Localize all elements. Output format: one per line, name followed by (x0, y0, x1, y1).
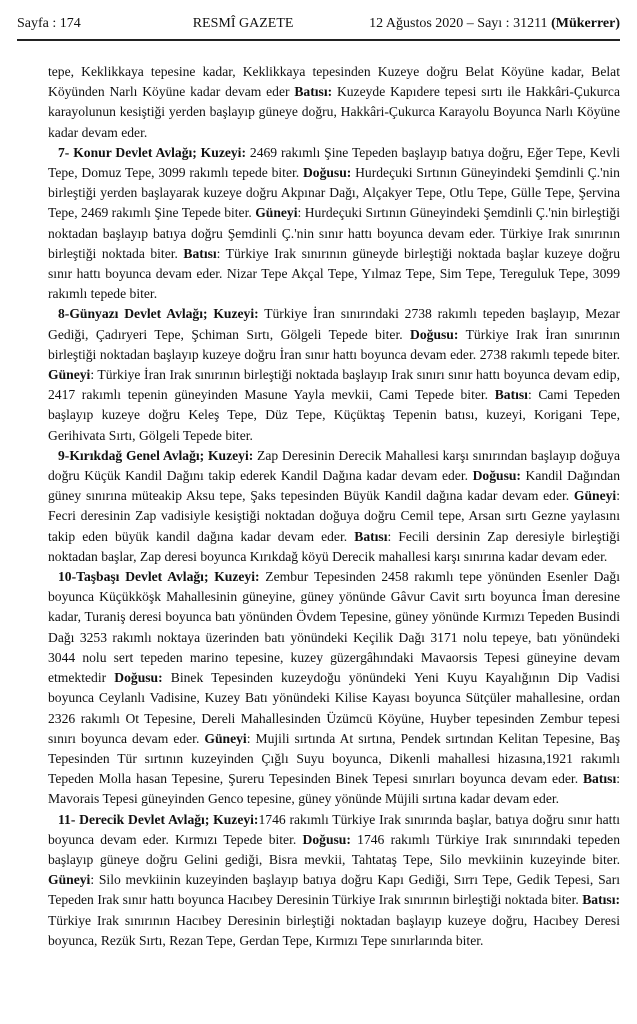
section-label: Güneyi (573, 488, 617, 504)
body-text: : Silo mevkiinin kuzeyinden başlayıp batıya doğru Kapı Gediği, Sırrı Tepe, Gedik Tepesi, Sarı Tepeden Irak sınır hattı boyunca Hacıbey Deresinin Türkiye Irak sınırının birleştiği noktada biter. (48, 872, 620, 908)
page-header (17, 15, 620, 41)
section-label: Batısı (354, 528, 388, 544)
body-text: : Türkiye Irak sınırının güneyde birleştiği noktada başlar kuzeye doğru sınır hattı boyunca devam eder. Nizar Tepe Akçal Tepe, Yılmaz Tepe, Sim Tepe, Tereguluk Tepe, 3099 rakımlı tepede biter. (48, 245, 620, 302)
body-text: Türkiye Irak sınırının Hacıbey Deresinin birleştiği noktadan başlayıp kuzeye doğru, Hacıbey Deresi boyunca, Rezük Sırtı, Rezan Tepe, Gerdan Tepe, Kırmızı Tepe sınırlarında biter. (48, 912, 620, 948)
issue-date: 12 Ağustos 2020 – Sayı : 31211 (369, 16, 548, 31)
body-text: Kuzeyde Kapıdere tepesi sırtı ile Hakkâri-Çukurca karayolunun kesiştiği yerden başlayıp güneye doğru, Hakkâri-Çukurca Karayolu Boyunca Narlı Köyüne kadar devam eder. (48, 84, 620, 140)
section-label: Doğusu: (302, 831, 351, 847)
section-label: Batısı (494, 387, 528, 403)
body-text: : Mavorais Tepesi güneyinden Genco tepesine, güney yönünde Müjili sırtına kadar devam eder. (48, 771, 620, 807)
section-label: Batısı (582, 771, 617, 787)
paragraph-continuation (48, 62, 620, 143)
document-body (48, 62, 620, 951)
body-text: Zembur Tepesinden 2458 rakımlı tepe yönünden Esenler Dağı boyunca Küçükköşk Mahallesinin güneyine, güney yönünde Gâvur Cavit sırtı boyunca İman deresine kadar, Turaniş deresi boyunca batı yönünden Övdem Tepesine, güney yönünde Kırmızı Tepeden Busindi Dağı 3253 rakımlı noktaya üzerinden batı yönündeki Keçilik Dağı 3171 nolu tepeye, batı yönündeki 3044 nolu sert tepeden marino tepesine, kuzey güzergâhındaki Mavaorsis Tepesi güneyine devam etmektedir (48, 569, 620, 686)
body-text: Türkiye Irak İran sınırının birleştiği noktadan başlayıp kuzeye doğru İran sınır hattı boyunca devam eder. 2738 rakımlı tepede biter. (48, 326, 620, 362)
body-text: Zap Deresinin Derecik Mahallesi karşı sınırından başlayıp doğuya doğru Küçük Kandil Dağını takip ederek Kandil Dağına kadar devam eder. (48, 447, 621, 484)
body-text: : Fecri deresinin Zap vadisiyle kesiştiği noktadan doğuya doğru Cemil tepe, Arsan sırtı Gezne yaylasını takip eden büyük kandil dağına kadar devam eder. (48, 488, 620, 544)
body-text: Kandil Dağından güney sınırına müteakip Aksu tepe, Şaks tepesinden Büyük Kandil dağına kadar devam eder. (48, 468, 620, 504)
body-text: : Cami Tepeden başlayıp kuzeye doğru Keleş Tepe, Düz Tepe, Küçüktaş Tepenin batısı, kuzeyi, Korigani Tepe, Gerihivata Sırtı, Gölgeli Tepede biter. (48, 387, 621, 443)
section-label: 10-Taşbaşı Devlet Avlağı; Kuzeyi: (58, 569, 260, 585)
body-text: 1746 rakımlı Türkiye Irak sınırındaki tepeden başlayıp güneye doğru Gelini gediği, Bisra mevkii, Tahtataş Tepe, Silo mevkiinin kuzeyinde biter. (48, 831, 620, 867)
page-number: Sayfa : 174 (17, 16, 81, 31)
section-label: Doğusu: (472, 468, 521, 484)
section-label: 8-Günyazı Devlet Avlağı; Kuzeyi: (58, 306, 259, 322)
section-label: Batısı: (294, 84, 333, 100)
body-text: tepe, Keklikkaya tepesine kadar, Keklikkaya tepesinden Kuzeye doğru Belat Köyüne kadar, Belat Köyünden Narlı Köyüne kadar devam eder (48, 64, 620, 100)
issue-info (369, 15, 620, 33)
body-text: 1746 rakımlı Türkiye Irak sınırında başlar, batıya doğru sınır hattı boyunca devam eder. Kırmızı Tepede biter. (48, 811, 620, 847)
paragraph-gunyazi-devlet-avlagi (48, 304, 620, 445)
paragraph-konur-devlet-avlagi (48, 143, 620, 305)
issue-edition: (Mükerrer) (551, 16, 620, 31)
section-label: Güneyi (48, 367, 91, 383)
section-label: Güneyi (255, 205, 298, 221)
gazette-title: RESMÎ GAZETE (192, 16, 294, 31)
section-label: Doğusu: (410, 326, 459, 342)
body-text: : Mujili sırtında At sırtına, Pendek sırtından Kelitan Tepesine, Baş Tepesinden Tür sırtının kuzeyinden Çığlı Suyu boyunca, Dikenli mahallesi hizasına,1921 rakımlı Tepeden Molla hasan Tepesine, Şureru Tepesinden Binek Tepesi sınırları boyunca devam eder. (48, 730, 620, 787)
body-text: Binek Tepesinden kuzeydoğu yönündeki Yeni Kuyu Kayalığının Dip Vadisi boyunca Ceylanlı Vadisine, Kuzey Batı yönündeki Kilise Kayası boyunca Sütçüler mahallesine, ordan 2326 rakımlı Ot Tepesine, Dereli Mahallesinden Üzümcü Köyüne, Huyber tepesinden Zembur tepesi sınırı boyunca devam eder. (48, 670, 620, 746)
section-label: Batısı (183, 245, 217, 261)
body-text: : Türkiye İran Irak sınırının birleştiği noktada başlayıp Irak sınırı sınır hattı boyunca devam edip, 2417 rakımlı tepenin güneyinden Masune Yayla mevkii, Cami Tepede biter. (48, 367, 620, 403)
section-label: Doğusu: (114, 670, 163, 686)
body-text: Türkiye İran sınırındaki 2738 rakımlı tepeden başlayıp, Mezar Gediği, Çadıryeri Tepe, Şchiman Sırtı, Gölgeli Tepede biter. (48, 306, 620, 342)
section-label: 9-Kırıkdağ Genel Avlağı; Kuzeyi: (58, 447, 254, 463)
body-text: Hurdeçuki Sırtının Güneyindeki Şemdinli Ç.'nin birleştiği yerden başlayarak kuzeye doğru Akpınar Dağı, Alçakyer Tepe, Otlu Tepe, Gülle Tepe, Şervina Tepe, 2469 rakımlı Şine Tepede biter. (48, 165, 620, 221)
paragraph-derecik-devlet-avlagi (48, 810, 620, 951)
body-text: 2469 rakımlı Şine Tepeden başlayıp batıya doğru, Eğer Tepe, Kevli Tepe, Domuz Tepe, 3099 rakımlı tepede biter. (48, 144, 621, 181)
paragraph-tasbasi-devlet-avlagi (48, 567, 620, 809)
section-label: Güneyi (48, 872, 91, 888)
body-text: : Fecili dersinin Zap deresiyle birleştiği noktadan başlar, Zap deresi boyunca Kırıkdağ köyü Derecik mahallesi karşı sınırına kadar devam eder. (48, 528, 621, 564)
section-label: 7- Konur Devlet Avlağı; Kuzeyi: (58, 144, 246, 160)
body-text: : Hurdeçuki Sırtının Güneyindeki Şemdinli Ç.'nin birleştiği noktadan başlayıp batıya doğru Şemdinli Ç.'nin sınır hattı boyunca devam eder. Türkiye Irak sınırının birleştiği noktada biter. (48, 205, 620, 261)
section-label: 11- Derecik Devlet Avlağı; Kuzeyi: (58, 811, 259, 827)
paragraph-kirikdag-genel-avlagi (48, 446, 620, 567)
section-label: Güneyi (204, 730, 247, 746)
section-label: Batısı: (582, 892, 620, 908)
section-label: Doğusu: (302, 165, 352, 181)
